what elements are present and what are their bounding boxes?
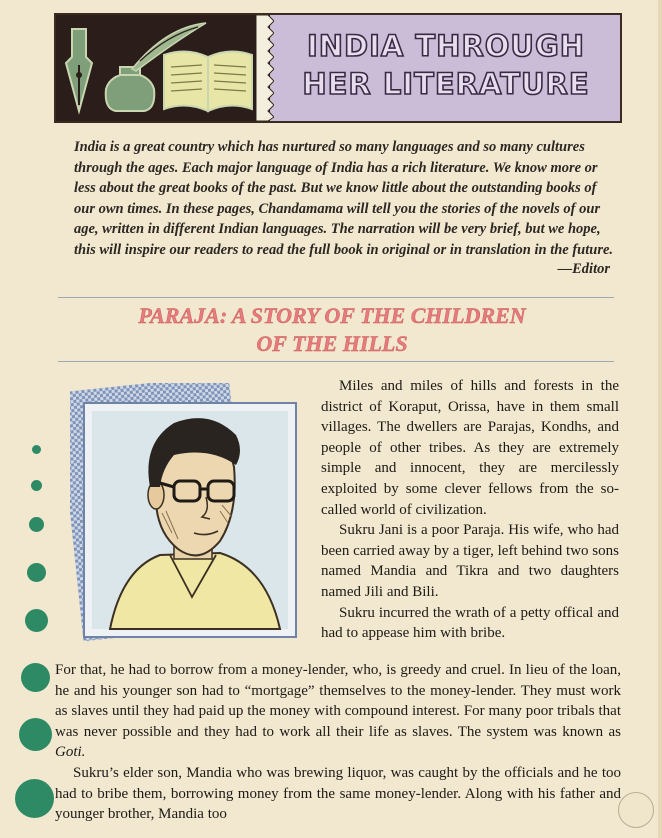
margin-dot	[25, 609, 48, 632]
paragraph-3-continued	[55, 660, 621, 763]
margin-dot	[29, 517, 44, 532]
story-title: PARAJA: A STORY OF THE CHILDREN OF THE HILLS	[138, 303, 526, 356]
author-portrait	[70, 383, 302, 643]
margin-dot	[19, 718, 52, 751]
banner-zigzag-border	[256, 15, 274, 121]
margin-dot	[21, 663, 50, 692]
margin-dot	[32, 445, 41, 454]
publisher-stamp-icon	[618, 792, 654, 828]
story-column-text	[321, 376, 619, 644]
margin-dot	[15, 779, 54, 818]
editor-signature: —Editor	[557, 261, 610, 277]
goti-term: Goti.	[55, 744, 86, 761]
paragraph-3-text: For that, he had to borrow from a money-lender, who, is greedy and cruel. In lieu of the loan, he and his younger son had to “mortgage” themselves to the money-lender. They must work as slaves until they had paid up the money with compound interest. For many poor tribals that was never possible and they had to work all their life as slaves. The system was known as	[55, 662, 621, 740]
paragraph-3-start: Sukru incurred the wrath of a petty offical and had to appease him with bribe.	[321, 604, 619, 642]
banner-illustration	[56, 15, 264, 121]
header-banner	[54, 13, 622, 123]
open-book-icon	[164, 51, 252, 111]
story-full-text	[55, 660, 621, 825]
paragraph-2: Sukru Jani is a poor Paraja. His wife, who had been carried away by a tiger, left behind two sons named Mandia and Tikra and two daughters named Jili and Bili.	[321, 522, 619, 600]
margin-dot	[27, 563, 46, 582]
paragraph-4: Sukru’s elder son, Mandia who was brewing liquor, was caught by the officials and he too had to bribe them, borrowing money from the same money-lender. Along with his father and younger brother, Mandia too	[55, 764, 621, 823]
pen-icon	[66, 29, 92, 111]
margin-dot	[31, 480, 42, 491]
divider-top	[58, 297, 614, 298]
paragraph-1: Miles and miles of hills and forests in the district of Koraput, Orissa, have in them small villages. The dwellers are Parajas, Kondhs, and people of other tribes. As they are extremely simple and innocent, they are mercilessly exploited by some clever fellows from the so-called world of civilization.	[321, 378, 619, 518]
series-title: INDIA THROUGH HER LITERATURE	[302, 29, 590, 101]
editorial-intro: India is a great country which has nurtured so many languages and so many cultures through the ages. Each major language of India has a rich literature. We know more or less about the great books of the past. But we know little about the outstanding books of our own times. In these pages, Chandamama will tell you the stories of the novels of our age, written in different Indian languages. The narration will be very brief, but we hope, this will inspire our readers to read the full book in original or in translation in the future.	[74, 139, 614, 258]
divider-bottom	[58, 361, 614, 362]
